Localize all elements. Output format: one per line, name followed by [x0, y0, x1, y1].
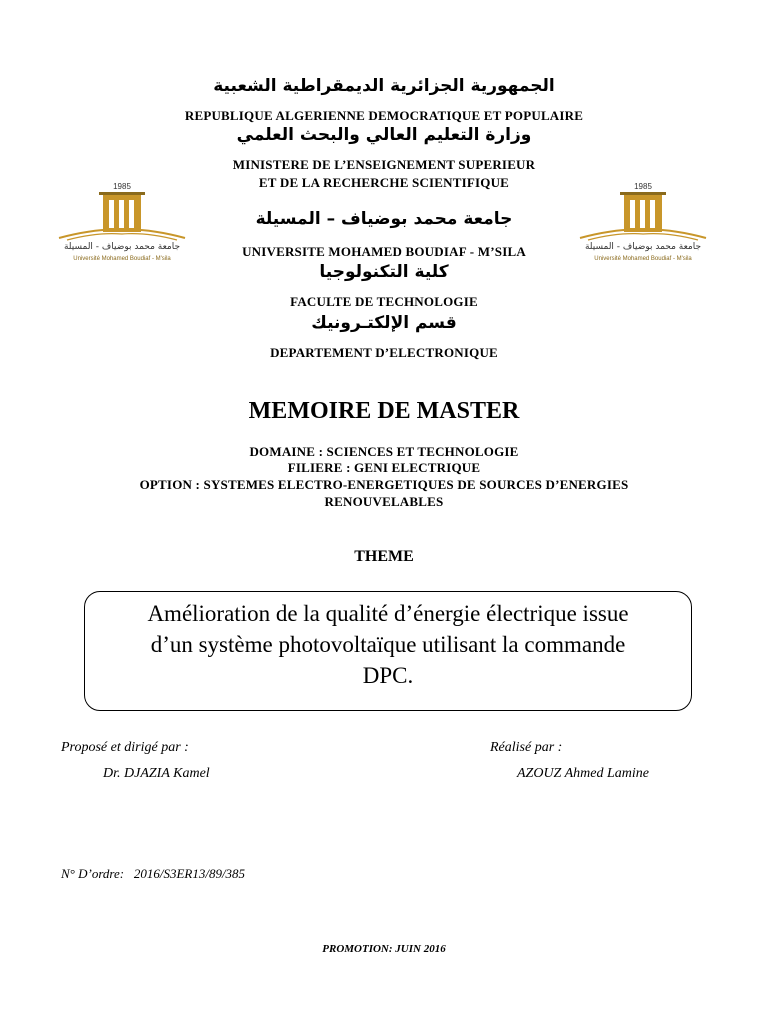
university-logo-left	[57, 182, 187, 272]
republic-ar: الجمهورية الجزائرية الديمقراطية الشعبية	[213, 76, 555, 96]
author-name: AZOUZ Ahmed Lamine	[517, 766, 649, 781]
university-ar: جامعة محمد بوضياف – المسيلة	[255, 209, 513, 229]
logo-name-fr: Université Mohamed Boudiaf - M'sila	[73, 256, 171, 262]
ministry-ar: وزارة التعليم العالي والبحث العلمي	[236, 125, 532, 145]
tower-icon	[57, 192, 187, 242]
logo-name-fr: Université Mohamed Boudiaf - M'sila	[594, 256, 692, 262]
order-value: 2016/S3ER13/89/385	[133, 866, 246, 881]
option-line1: OPTION : SYSTEMES ELECTRO-ENERGETIQUES DE SOURCES D’ENERGIES	[139, 477, 629, 492]
logo-name-ar: جامعة محمد بوضياف - المسيلة	[584, 242, 702, 252]
domaine-line: DOMAINE : SCIENCES ET TECHNOLOGIE	[249, 444, 519, 459]
theme-line1: Amélioration de la qualité d’énergie électrique issue	[147, 601, 629, 626]
faculty-fr: FACULTE DE TECHNOLOGIE	[290, 294, 478, 309]
order-number	[61, 866, 245, 882]
faculty-ar: كلية التكنولوجيا	[319, 262, 449, 282]
theme-label: THEME	[354, 548, 414, 565]
department-fr: DEPARTEMENT D’ELECTRONIQUE	[270, 345, 498, 360]
option-line2: RENOUVELABLES	[324, 494, 444, 509]
logo-year: 1985	[634, 182, 652, 191]
promotion: PROMOTION: JUIN 2016	[322, 943, 446, 955]
supervisor-label: Proposé et dirigé par :	[61, 740, 189, 755]
university-fr: UNIVERSITE MOHAMED BOUDIAF - M’SILA	[242, 244, 526, 259]
logo-year: 1985	[113, 182, 131, 191]
order-label: N° D’ordre:	[61, 866, 125, 881]
author-label: Réalisé par :	[490, 740, 563, 755]
logo-name-ar: جامعة محمد بوضياف - المسيلة	[63, 242, 181, 252]
supervisor-name: Dr. DJAZIA Kamel	[103, 766, 210, 781]
theme-line3: DPC.	[362, 663, 414, 688]
filiere-line: FILIERE : GENI ELECTRIQUE	[287, 460, 481, 475]
tower-icon	[578, 192, 708, 242]
department-ar: قسم الإلكتـرونيك	[311, 313, 457, 333]
document-title: MEMOIRE DE MASTER	[248, 398, 520, 424]
university-logo-right	[578, 182, 708, 272]
theme-line2: d’un système photovoltaïque utilisant la commande	[150, 632, 626, 657]
republic-fr: REPUBLIQUE ALGERIENNE DEMOCRATIQUE ET POPULAIRE	[184, 108, 584, 123]
theme-box	[84, 591, 692, 711]
ministry-fr-line2: ET DE LA RECHERCHE SCIENTIFIQUE	[258, 175, 510, 190]
ministry-fr-line1: MINISTERE DE L’ENSEIGNEMENT SUPERIEUR	[232, 157, 536, 172]
